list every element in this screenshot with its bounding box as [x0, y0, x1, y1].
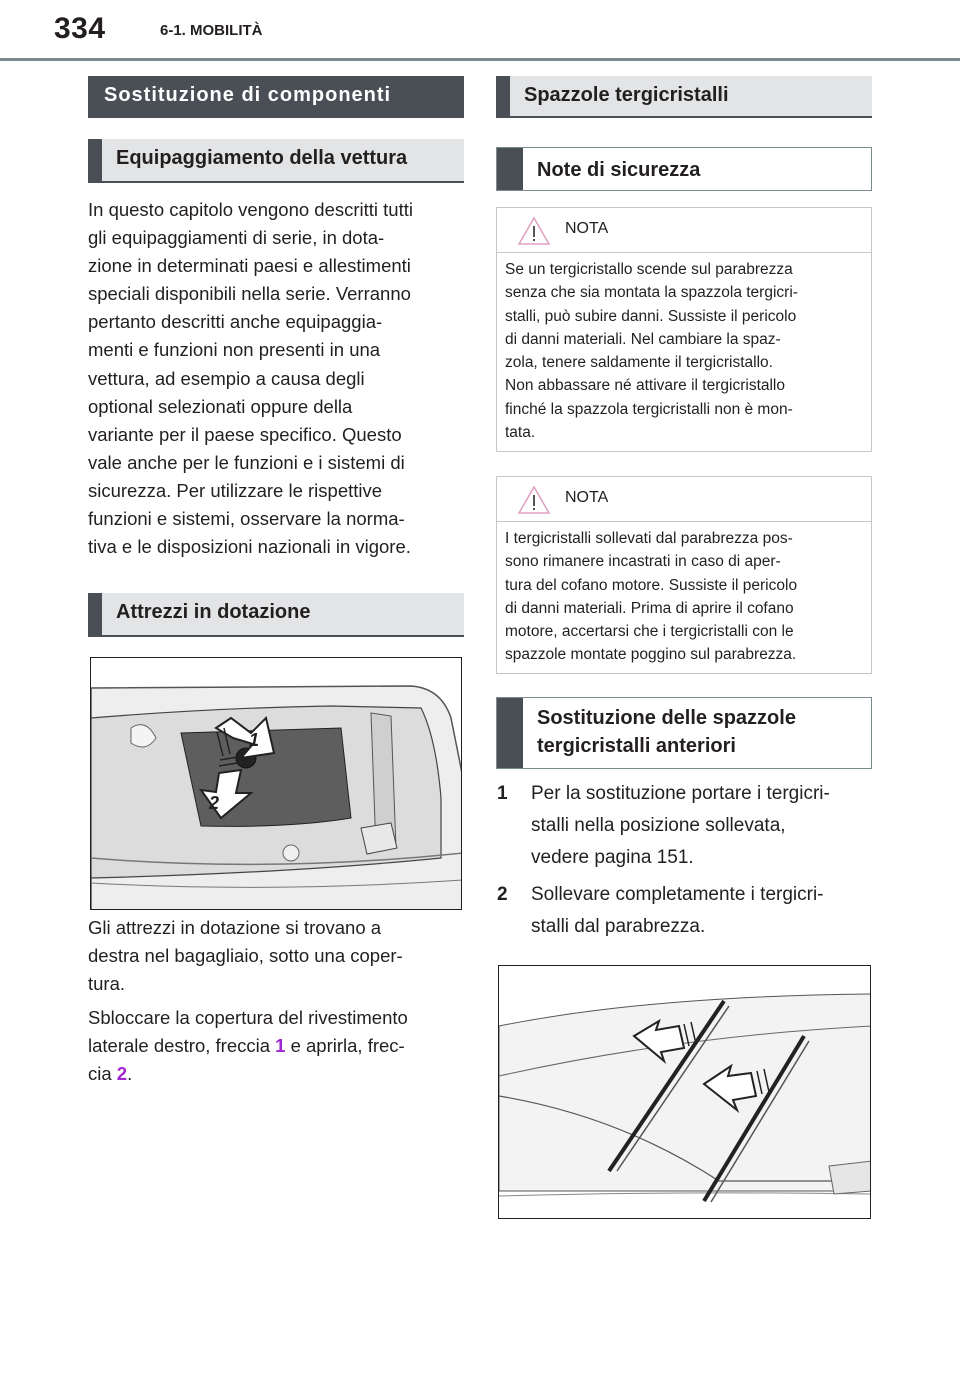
- warning-triangle-icon: [517, 485, 551, 515]
- text-line: stalli dal parabrezza.: [531, 916, 706, 937]
- text-line: tura.: [88, 973, 126, 995]
- text-line: sono rimanere incastrati in caso di aper-: [505, 553, 781, 571]
- text-line: spazzole montate poggino sul parabrezza.: [505, 646, 797, 664]
- text-line: senza che sia montata la spazzola tergicri-: [505, 284, 798, 302]
- text-line: tergicristalli anteriori: [537, 735, 736, 757]
- text-line: Se un tergicristallo scende sul parabrezza: [505, 261, 793, 278]
- text-span: laterale destro, freccia: [88, 1035, 276, 1057]
- figure-label-1: 1: [249, 730, 260, 750]
- step-number: 1: [497, 783, 508, 804]
- trunk-illustration: [90, 657, 462, 910]
- text-line: In questo capitolo vengono descritti tutti: [88, 199, 413, 220]
- text-line: Sostituzione delle spazzole: [537, 707, 796, 729]
- note-text: [505, 527, 861, 667]
- section-title-wipers: [496, 76, 872, 118]
- subsection-equipment: [88, 139, 464, 183]
- text-line: vettura, ad esempio a causa degli: [88, 367, 365, 389]
- chapter-title: 6-1. MOBILITÀ: [160, 22, 263, 39]
- wiper-drawing: [499, 966, 871, 1219]
- text-line: zione in determinati paesi e allestimenti: [88, 255, 411, 277]
- text-line: di danni materiali. Nel cambiare la spaz-: [505, 330, 781, 348]
- text-line: Gli attrezzi in dotazione si trovano a: [88, 917, 382, 938]
- subsection-equipment-text: Equipaggiamento della vettura: [116, 147, 408, 169]
- text-line: tiva e le disposizioni nazionali in vigore.: [88, 536, 411, 558]
- text-line: tata.: [505, 424, 536, 442]
- text-line: motore, accertarsi che i tergicristalli con le: [505, 623, 794, 641]
- warning-triangle-icon: [517, 216, 551, 246]
- text-line: stalli nella posizione sollevata,: [531, 815, 786, 836]
- text-line: finché la spazzola tergicristalli non è mon-: [505, 400, 793, 418]
- note-label: NOTA: [565, 220, 609, 237]
- text-line: [88, 1060, 468, 1088]
- text-line: vale anche per le funzioni e i sistemi di: [88, 451, 405, 473]
- text-line: funzioni e sistemi, osservare la norma-: [88, 508, 405, 530]
- section-title-components: [88, 76, 464, 118]
- text-span: cia: [88, 1063, 117, 1085]
- text-line: menti e funzioni non presenti in una: [88, 339, 381, 361]
- text-line: I tergicristalli sollevati dal parabrezza pos-: [505, 530, 793, 547]
- text-line: Sbloccare la copertura del rivestimento: [88, 1007, 408, 1028]
- note-header: [497, 208, 871, 253]
- text-line: di danni materiali. Prima di aprire il cofano: [505, 599, 794, 617]
- text-line: vedere pagina 151.: [531, 847, 694, 868]
- header-rule: [0, 58, 960, 61]
- text-line: Sollevare completamente i tergicri-: [531, 884, 824, 905]
- text-line: Per la sostituzione portare i tergicri-: [531, 783, 830, 804]
- text-line: pertanto descritti anche equipaggia-: [88, 311, 383, 333]
- unlock-cover-paragraph: [88, 1004, 468, 1088]
- text-line: tura del cofano motore. Sussiste il pericolo: [505, 576, 798, 594]
- text-line: gli equipaggiamenti di serie, in dota-: [88, 227, 385, 249]
- step-2: [497, 879, 872, 949]
- note-text: [505, 258, 861, 444]
- step-number: 2: [497, 884, 508, 905]
- safety-notes-heading: [496, 147, 872, 191]
- text-line: speciali disponibili nella serie. Verranno: [88, 283, 411, 305]
- arrow-ref-1: 1: [275, 1035, 286, 1057]
- replace-blades-text: [537, 704, 796, 760]
- heading-bar: [497, 148, 523, 190]
- text-span: e aprirla, frec-: [285, 1035, 405, 1057]
- section-title-wipers-text: Spazzole tergicristalli: [524, 84, 729, 106]
- step-text: [531, 879, 824, 943]
- heading-bar: [497, 698, 523, 768]
- text-line: Non abbassare né attivare il tergicristallo: [505, 377, 785, 395]
- note-box-2: [496, 476, 872, 674]
- trunk-drawing: [91, 658, 462, 910]
- section-title-text: Sostituzione di componenti: [104, 84, 392, 106]
- subsection-tools-text: Attrezzi in dotazione: [116, 601, 311, 623]
- step-text: [531, 778, 830, 874]
- note-header: [497, 477, 871, 522]
- text-line: stalli, può subire danni. Sussiste il pericolo: [505, 307, 797, 325]
- equipment-paragraph: [88, 196, 468, 561]
- text-line: zola, tenere saldamente il tergicristallo.: [505, 354, 773, 372]
- text-span: .: [127, 1063, 133, 1085]
- figure-label-2: 2: [209, 793, 220, 813]
- text-line: destra nel bagagliaio, sotto una coper-: [88, 945, 403, 967]
- replace-blades-heading: [496, 697, 872, 769]
- step-1: [497, 778, 872, 878]
- page-number: 334: [54, 12, 106, 45]
- tools-location-paragraph: [88, 914, 468, 998]
- text-line: sicurezza. Per utilizzare le rispettive: [88, 479, 383, 501]
- note-label: NOTA: [565, 489, 609, 506]
- text-line: variante per il paese specifico. Questo: [88, 423, 402, 445]
- subsection-tools: [88, 593, 464, 637]
- safety-notes-text: Note di sicurezza: [537, 159, 701, 181]
- text-line: [88, 1032, 468, 1060]
- note-box-1: [496, 207, 872, 452]
- text-line: optional selezionati oppure della: [88, 395, 353, 417]
- arrow-ref-2: 2: [116, 1063, 128, 1085]
- wiper-illustration: [498, 965, 871, 1219]
